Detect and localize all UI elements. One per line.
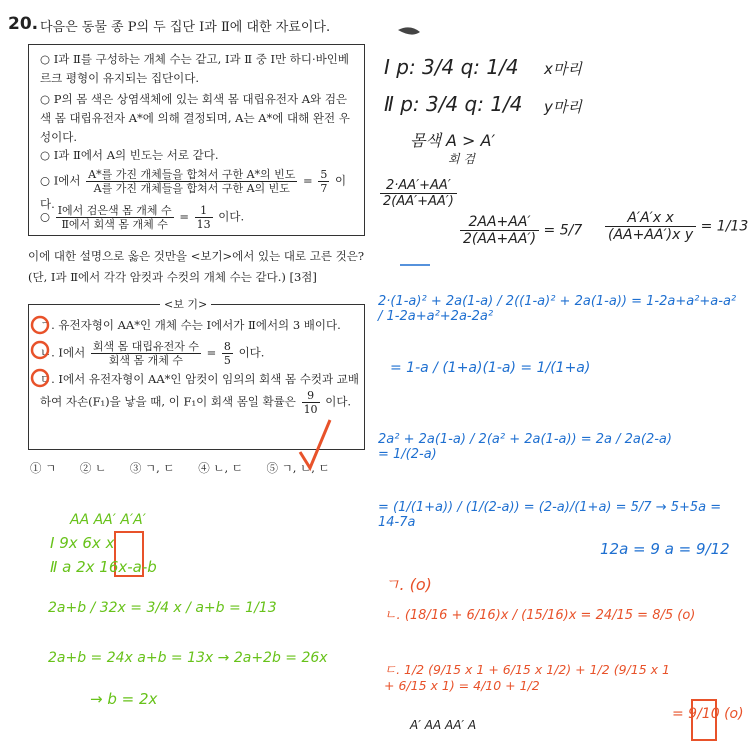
info-fraction-1: $\frac{\text{A*를 가진 개체들을 합쳐서 구한 A*의 빈도}}{\text{A를 가진 개체들을 합쳐서 구한 A의 빈도}}$: [88, 168, 296, 195]
info-item-2: ○ P의 몸 색은 상염색체에 있는 회색 몸 대립유전자 A와 검은색 몸 대립유전자 A*에 의해 결정되며, A는 A*에 대해 완전 우성이다.: [40, 92, 350, 144]
choice-2[interactable]: ② ㄴ: [79, 461, 107, 475]
choice-5[interactable]: ⑤ ㄱ, ㄴ, ㄷ: [266, 461, 330, 475]
bogi-item-c: ㄷ. Ⅰ에서 유전자형이 AA*인 암컷이 임의의 회색 몸 수컷과 교배하여 자손(F₁)을 낳을 때, 이 F₁이 회색 몸일 확률은 $\frac{9}{10}$ 이다.: [40, 372, 359, 416]
hw-black-line-2: Ⅱ p: 3/4 q: 1/4: [384, 92, 523, 116]
info-item-3: ○ Ⅰ과 Ⅱ에서 A의 빈도는 서로 같다.: [40, 148, 219, 162]
info-item-4: ○ Ⅰ에서 $\frac{\text{A*를 가진 개체들을 합쳐서 구한 A*의 빈도}}{\text{A를 가진 개체들을 합쳐서 구한 A의 빈도}}$ = $\frac{5}{7}$ 이다.: [40, 168, 347, 211]
bogi-c-circle-mark: [32, 370, 48, 386]
hw-black-line-1-right: x마리: [544, 60, 582, 78]
hw-green-row-1: Ⅰ 9x 6x x: [50, 534, 115, 552]
hw-orange-line-2: ㄴ. (18/16 + 6/16)x / (15/16)x = 24/15 = 8/5 (o): [384, 608, 696, 623]
hw-orange-line-3: ㄷ. 1/2 (9/15 x 1 + 6/15 x 1/2) + 1/2 (9/15 x 1 + 6/15 x 1) = 4/10 + 1/2: [384, 662, 670, 693]
info-fraction-2: $\frac{\text{Ⅰ에서 검은색 몸 개체 수}}{\text{Ⅱ에서 회색 몸 개체 수}}$: [57, 204, 172, 231]
hw-green-eq-3: → b = 2x: [90, 690, 158, 708]
hw-black-line-2-right: y마리: [544, 98, 582, 116]
question-paragraph: 이에 대한 설명으로 옳은 것만을 <보기>에서 있는 대로 고른 것은? (단, Ⅰ과 Ⅱ에서 각각 암컷과 수컷의 개체 수는 같다.) [3점]: [28, 249, 365, 284]
hw-orange-line-1: ㄱ. (o): [384, 575, 432, 594]
bogi-item-b: ㄴ. Ⅰ에서 $\frac{\text{회색 몸 대립유전자 수}}{\text{회색 몸 개체 수}}$ = $\frac{8}{5}$ 이다.: [40, 340, 265, 367]
bogi-a-circle-mark: [32, 317, 48, 333]
hw-black-line-1: Ⅰ p: 3/4 q: 1/4: [384, 55, 519, 79]
hw-blue-line-2: = 1-a / (1+a)(1-a) = 1/(1+a): [390, 360, 591, 376]
hw-blue-line-3: 2a² + 2a(1-a) / 2(a² + 2a(1-a)) = 2a / 2a(2-a) = 1/(2-a): [378, 432, 672, 462]
hw-green-row-2: Ⅱ a 2x 16x-a-b: [50, 558, 157, 576]
check-icon: [300, 420, 330, 468]
info-item-1: ○ Ⅰ과 Ⅱ를 구성하는 개체 수는 같고, Ⅰ과 Ⅱ 중 Ⅰ만 하디·바인베르크 평형이 유지되는 집단이다.: [40, 52, 350, 85]
hw-green-eq-2: 2a+b = 24x a+b = 13x → 2a+2b = 26x: [48, 650, 328, 666]
hw-blue-line-1: 2·(1-a)² + 2a(1-a) / 2((1-a)² + 2a(1-a)) = 1-2a+a²+a-a² / 1-2a+a²+2a-2a²: [378, 294, 737, 324]
hw-blue-line-4: = (1/(1+a)) / (1/(2-a)) = (2-a)/(1+a) = 5/7 → 5+5a = 14-7a: [378, 500, 722, 530]
ink-blot-icon: [398, 27, 420, 34]
hw-blue-line-5: 12a = 9 a = 9/12: [600, 540, 730, 558]
bogi-title: <보 기>: [160, 296, 211, 312]
question-title: 다음은 동물 종 P의 두 집단 Ⅰ과 Ⅱ에 대한 자료이다.: [40, 20, 331, 35]
question-number: 20.: [8, 14, 39, 34]
bogi-b-circle-mark: [32, 342, 48, 358]
hw-black-frac-3: $\frac{\text{A′A′x x}}{\text{(AA+AA′)x y}}$ = 1/13: [605, 210, 748, 243]
hw-black-frac-1: $\frac{2\cdot AA'+AA'}{2(AA'+AA')}$: [380, 178, 457, 209]
choice-4[interactable]: ④ ㄴ, ㄷ: [198, 461, 243, 475]
hw-orange-allele-labels: A′ AA AA′ A: [410, 718, 477, 732]
choice-1[interactable]: ① ㄱ: [30, 461, 57, 475]
info-item-5: ○ $\frac{\text{Ⅰ에서 검은색 몸 개체 수}}{\text{Ⅱ에서 회색 몸 개체 수}}$ = $\frac{1}{13}$ 이다.: [40, 204, 245, 231]
choice-3[interactable]: ③ ㄱ, ㄷ: [129, 461, 175, 475]
hw-black-line-4: 회 검: [448, 152, 475, 166]
hw-green-header: AA AA′ A′A′: [70, 512, 146, 528]
hw-orange-line-4: = 9/10 (o): [672, 706, 744, 722]
hw-black-frac-2: $\frac{2AA+AA'}{2(AA+AA')}$ = 5/7: [460, 214, 582, 247]
bogi-item-a: ㄱ. 유전자형이 AA*인 개체 수는 Ⅰ에서가 Ⅱ에서의 3 배이다.: [40, 318, 341, 332]
hw-black-line-3: 몸색 A > A′: [410, 131, 496, 150]
hw-green-eq-1: 2a+b / 32x = 3/4 x / a+b = 1/13: [48, 600, 277, 616]
